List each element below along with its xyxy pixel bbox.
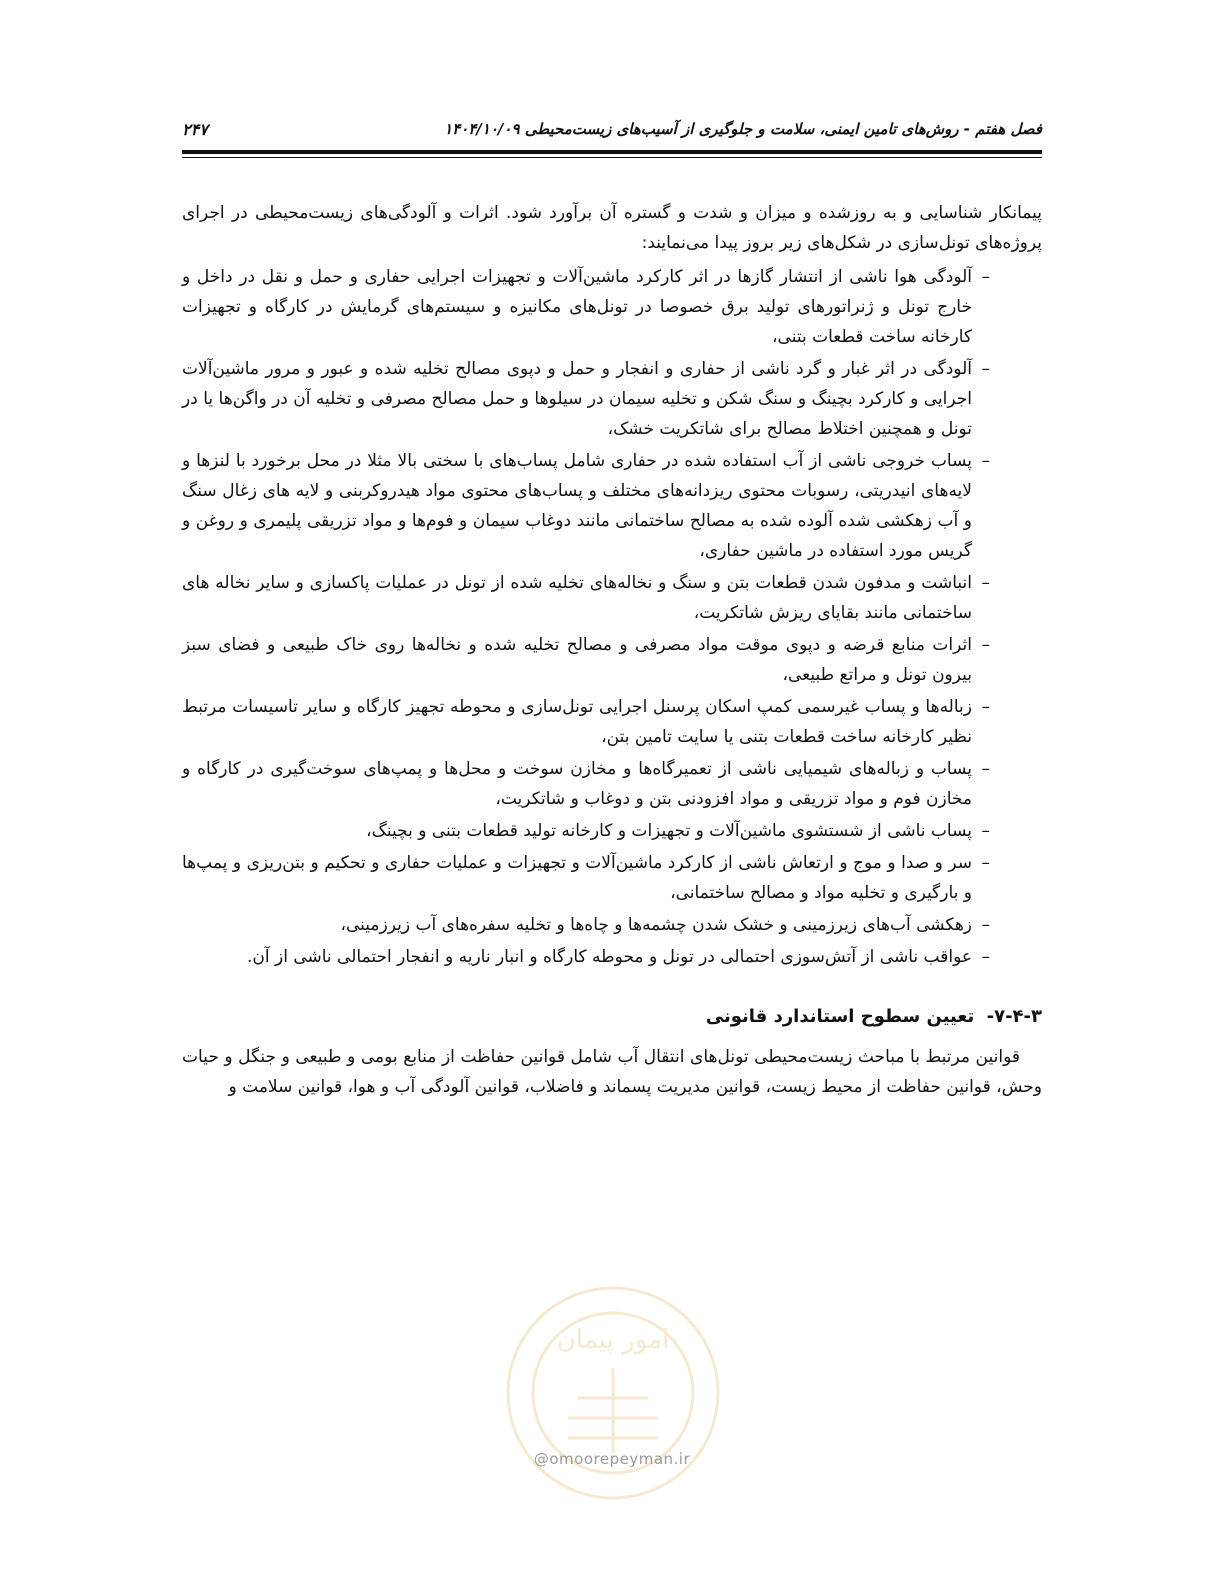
bullet-dash: –	[981, 915, 990, 935]
bullet-dash: –	[981, 267, 990, 287]
list-item-text: عواقب ناشی از آتش‌سوزی احتمالی در تونل و محوطه کارگاه و انبار ناریه و انفجار احتمالی ناشی از آن.	[246, 947, 972, 967]
list-item-text: انباشت و مدفون شدن قطعات بتن و سنگ و نخاله‌های تخلیه شده از تونل در عملیات پاکسازی و سایر نخاله های ساختمانی مانند بقایای ریزش شاتکریت،	[182, 573, 972, 623]
bullet-dash: –	[981, 359, 990, 379]
bullet-dash: –	[981, 635, 990, 655]
header-rule-thin	[182, 157, 1042, 158]
bullet-dash: –	[981, 573, 990, 593]
list-item	[182, 942, 1042, 972]
bullet-dash: –	[981, 821, 990, 841]
watermark-logo	[498, 1278, 728, 1508]
list-item	[182, 354, 1042, 444]
list-item-text: زباله‌ها و پساب غیرسمی کمپ اسکان پرسنل اجرایی تونل‌سازی و محوطه تجهیز کارگاه و سایر تاسیسات مرتبط نظیر کارخانه ساخت قطعات بتنی یا سایت تامین بتن،	[182, 697, 972, 747]
list-item-text: پساب و زباله‌های شیمیایی ناشی از تعمیرگاه‌ها و مخازن سوخت و محل‌ها و پمپ‌های سوخت‌گیری در کارگاه و مخازن فوم و مواد تزریقی و مواد افزودنی بتن و دوغاب و شاتکریت،	[182, 759, 972, 809]
list-item-text: سر و صدا و موج و ارتعاش ناشی از کارکرد ماشین‌آلات و تجهیزات و عملیات حفاری و تحکیم و بتن‌ریزی و پمپ‌ها و بارگیری و تخلیه مواد و مصالح ساختمانی،	[182, 853, 972, 903]
intro-paragraph: پیمانکار شناسایی و به روزشده و میزان و شدت و گستره آن برآورد شود. اثرات و آلودگی‌های زیست‌محیطی در اجرای پروژه‌های تونل‌سازی در شکل‌های زیر بروز پیدا می‌نمایند:	[182, 203, 1042, 253]
list-item	[182, 910, 1042, 940]
list-item-text: پساب ناشی از شستشوی ماشین‌آلات و تجهیزات و کارخانه تولید قطعات بتنی و بچینگ،	[366, 821, 972, 841]
watermark-logo-text: امور پیمان	[556, 1325, 670, 1355]
list-item	[182, 630, 1042, 690]
seal-pattern	[568, 1368, 658, 1453]
list-item-text: پساب خروجی ناشی از آب استفاده شده در حفاری شامل پساب‌های با سختی بالا مثلا در محل برخورد با لنزها و لایه‌های انیدریتی، رسوبات محتوی ریزدانه‌های مختلف و پساب‌های محتوی مواد هیدروکربنی و لایه های زغال سنگ و آب زهکشی شده آلوده شده به مصالح ساختمانی مانند دوغاب سیمان و فوم‌ها و مواد تزریقی پلیمری و روغن و گریس مورد استفاده در ماشین حفاری،	[182, 451, 972, 561]
bullet-dash: –	[981, 759, 990, 779]
list-item-text: اثرات منابع قرضه و دپوی موقت مواد مصرفی و مصالح تخلیه شده و نخاله‌ها روی خاک طبیعی و فضای سبز بیرون تونل و مراتع طبیعی،	[182, 635, 972, 685]
list-item	[182, 692, 1042, 752]
list-item	[182, 816, 1042, 846]
list-item	[182, 262, 1042, 352]
page-number: ۲۴۷	[182, 120, 208, 139]
header-rule-thick	[182, 150, 1042, 154]
section-body: قوانین مرتبط با مباحث زیست‌محیطی تونل‌های انتقال آب شامل قوانین حفاظت از منابع بومی و طبیعی و جنگل و حیات وحش، قوانین حفاظت از محیط زیست، قوانین مدیریت پسماند و فاضلاب، قوانین آلودگی آب و هوا، قوانین سلامت و	[182, 1047, 1042, 1097]
page-content	[182, 198, 1042, 1102]
list-item-text: زهکشی آب‌های زیرزمینی و خشک شدن چشمه‌ها و چاه‌ها و تخلیه سفره‌های آب زیرزمینی،	[340, 915, 972, 935]
bullet-dash: –	[981, 853, 990, 873]
list-item	[182, 446, 1042, 566]
page-header	[182, 120, 1042, 146]
bullet-dash: –	[981, 947, 990, 967]
watermark-url: @omoorepeyman.ir	[533, 1450, 691, 1468]
bullet-dash: –	[981, 697, 990, 717]
impacts-list	[182, 262, 1042, 972]
chapter-title: فصل هفتم - روش‌های تامین ایمنی، سلامت و جلوگیری از آسیب‌های زیست‌محیطی ۱۴۰۴/۱۰/۰۹	[444, 120, 1042, 138]
section-title: تعیین سطوح استاندارد قانونی	[705, 1006, 975, 1027]
list-item-text: آلودگی هوا ناشی از انتشار گازها در اثر کارکرد ماشین‌آلات و تجهیزات اجرایی حفاری و حمل و نقل در داخل و خارج تونل و ژنراتورهای تولید برق خصوصا در تونل‌های مکانیزه و سیستم‌های گرمایش در کارگاه و تجهیزات کارخانه ساخت قطعات بتنی،	[182, 267, 972, 347]
section-number: ۷-۴-۳-	[986, 1006, 1042, 1027]
list-item	[182, 754, 1042, 814]
list-item-text: آلودگی در اثر غبار و گرد ناشی از حفاری و انفجار و حمل و دپوی مصالح تخلیه شده و عبور و مرور ماشین‌آلات اجرایی و کارکرد بچینگ و سنگ شکن و تخلیه سیمان در سیلوها و حمل مصالح مصرفی و تخلیه آن در واگن‌ها یا در تونل و همچنین اختلاط مصالح برای شاتکریت خشک،	[182, 359, 972, 439]
bullet-dash: –	[981, 451, 990, 471]
list-item	[182, 568, 1042, 628]
section-heading	[182, 1002, 1042, 1032]
list-item	[182, 848, 1042, 908]
